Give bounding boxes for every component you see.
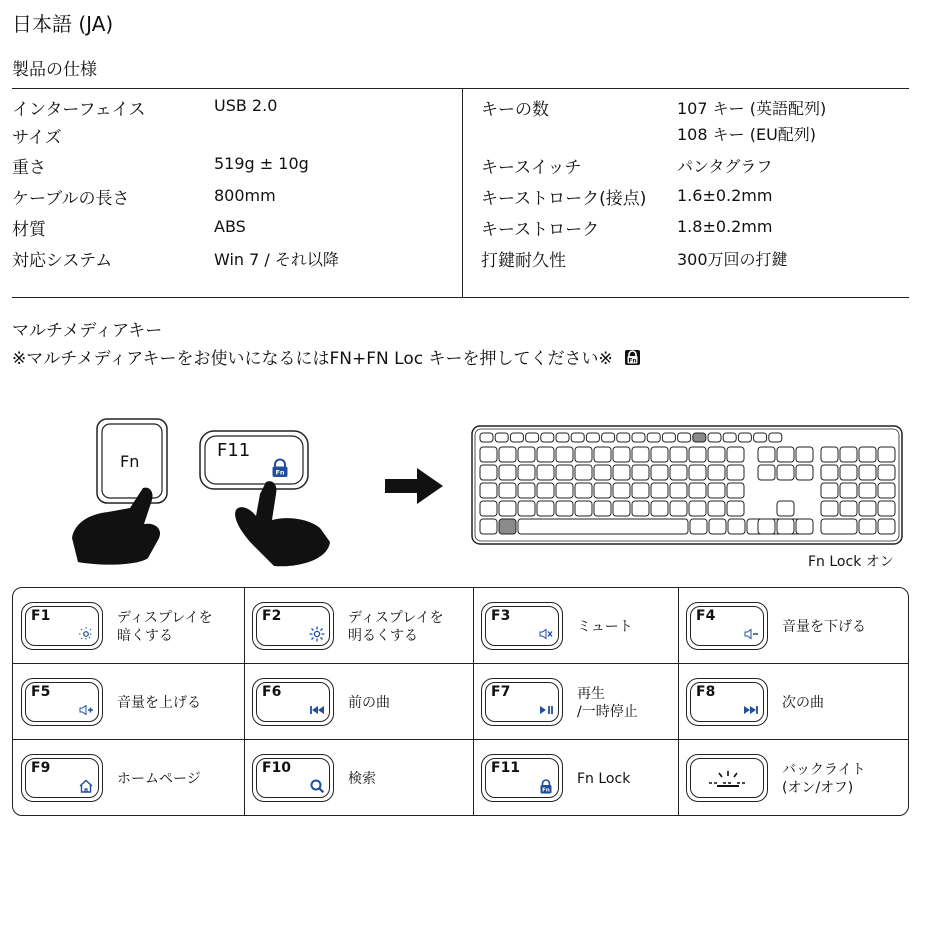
function-key-description-line: 再生 <box>577 686 605 702</box>
function-key-description <box>117 609 213 645</box>
fn-lock-icon <box>538 778 554 794</box>
keyboard-key <box>728 519 745 534</box>
spec-label: キーの数 <box>481 100 549 120</box>
keyboard-key <box>510 433 523 442</box>
keyboard-key <box>689 501 706 516</box>
keyboard-key <box>878 501 895 516</box>
arrow-right-icon <box>385 468 443 504</box>
spec-label: 打鍵耐久性 <box>481 251 566 271</box>
keyboard-key <box>480 433 493 442</box>
spec-value: 800mm <box>214 186 276 205</box>
function-key-cell <box>13 740 244 816</box>
keyboard-key <box>840 447 857 462</box>
function-key-description <box>577 685 638 721</box>
function-key-description-line: 音量を下げる <box>782 619 866 635</box>
keyboard-key <box>499 447 516 462</box>
function-key <box>21 602 103 650</box>
keyboard-key <box>651 465 668 480</box>
function-key-description-line: Fn Lock <box>577 771 631 787</box>
keyboard-key <box>541 433 554 442</box>
keyboard-key <box>499 483 516 498</box>
keyboard-key <box>777 465 794 480</box>
function-key-label: F7 <box>491 684 511 700</box>
keyboard-key <box>586 433 599 442</box>
function-key-label: F6 <box>262 684 282 700</box>
function-key-description-line: 次の曲 <box>782 695 824 711</box>
function-key <box>252 754 334 802</box>
spec-value: パンタグラフ <box>677 157 773 176</box>
keyboard-key <box>689 483 706 498</box>
function-key-description <box>117 694 201 712</box>
function-key-cell <box>13 588 244 664</box>
spec-label: サイズ <box>12 128 62 148</box>
keyboard-key <box>859 519 876 534</box>
function-key-cell <box>678 588 910 664</box>
keyboard-key <box>480 501 497 516</box>
keyboard-key <box>518 501 535 516</box>
function-key <box>481 678 563 726</box>
keyboard-key <box>723 433 736 442</box>
keyboard-key <box>708 465 725 480</box>
function-key-description <box>348 694 390 712</box>
function-key-label: F1 <box>31 608 51 624</box>
fn-key-label: Fn <box>120 452 140 471</box>
keyboard-key <box>859 465 876 480</box>
keyboard-key <box>708 447 725 462</box>
next-track-icon <box>743 702 759 718</box>
keyboard-key <box>689 465 706 480</box>
keyboard-key <box>518 465 535 480</box>
keyboard-key <box>821 447 838 462</box>
function-key-description <box>117 770 201 788</box>
keyboard-key <box>556 433 569 442</box>
function-key <box>686 678 768 726</box>
function-key-cell <box>473 664 678 740</box>
keyboard-key <box>537 501 554 516</box>
keyboard-key <box>575 447 592 462</box>
keyboard-key <box>613 447 630 462</box>
keyboard-key <box>878 465 895 480</box>
function-key-description-line: 検索 <box>348 771 376 787</box>
function-key-description <box>348 770 376 788</box>
function-key <box>21 678 103 726</box>
keyboard-key <box>689 447 706 462</box>
spec-value: Win 7 / それ以降 <box>214 250 339 269</box>
function-key-description-line: 暗くする <box>117 628 173 644</box>
keyboard-key <box>594 501 611 516</box>
keyboard-key <box>878 519 895 534</box>
keyboard-key <box>575 501 592 516</box>
keyboard-key <box>647 433 660 442</box>
keyboard-key <box>878 447 895 462</box>
keyboard-key <box>613 465 630 480</box>
function-key-description-line: ホームページ <box>117 771 201 787</box>
svg-text:Fn: Fn <box>275 468 285 477</box>
multimedia-note-text: ※マルチメディアキーをお使いになるにはFN+FN Loc キーを押してください※ <box>12 349 613 369</box>
keyboard-key <box>796 447 813 462</box>
function-key-label: F10 <box>262 760 292 776</box>
keyboard-key <box>526 433 539 442</box>
keyboard-key <box>821 483 838 498</box>
spec-label: 重さ <box>12 158 46 178</box>
keyboard-key <box>709 519 726 534</box>
keyboard-illustration <box>471 425 903 545</box>
keyboard-caption: Fn Lock オン <box>808 554 894 570</box>
spec-label: ケーブルの長さ <box>12 189 130 209</box>
keyboard-key <box>840 483 857 498</box>
keyboard-key <box>670 465 687 480</box>
keyboard-key <box>499 465 516 480</box>
keyboard-key <box>594 483 611 498</box>
keyboard-key <box>480 483 497 498</box>
keyboard-key <box>651 501 668 516</box>
brightness-up-icon <box>309 626 325 642</box>
home-icon <box>78 778 94 794</box>
function-key-description <box>782 761 866 797</box>
function-key <box>481 602 563 650</box>
function-key-description-line: バックライト <box>782 762 866 778</box>
spec-value: ABS <box>214 217 246 236</box>
spec-value: USB 2.0 <box>214 96 278 115</box>
function-key-description-line: ディスプレイを <box>348 610 444 626</box>
function-key <box>252 602 334 650</box>
keyboard-key <box>754 433 767 442</box>
keyboard-key <box>571 433 584 442</box>
keyboard-key-fn-highlight <box>499 519 516 534</box>
function-key-label: F5 <box>31 684 51 700</box>
function-key-description <box>782 618 866 636</box>
function-key-description-line: (オン/オフ) <box>782 780 854 796</box>
keyboard-key <box>518 519 688 534</box>
keyboard-key <box>738 433 751 442</box>
keyboard-key <box>769 433 782 442</box>
function-key <box>252 678 334 726</box>
function-key <box>686 602 768 650</box>
lock-badge-text: Fn <box>628 357 637 365</box>
keyboard-key <box>708 483 725 498</box>
spec-value: 300万回の打鍵 <box>677 250 788 269</box>
previous-track-icon <box>309 702 325 718</box>
keyboard-key <box>537 465 554 480</box>
keyboard-key <box>499 501 516 516</box>
keyboard-key <box>859 501 876 516</box>
multimedia-note <box>12 344 641 369</box>
keyboard-key <box>518 483 535 498</box>
volume-up-icon <box>78 702 94 718</box>
keyboard-key <box>480 447 497 462</box>
spec-value: 1.6±0.2mm <box>677 186 773 205</box>
keyboard-key <box>708 501 725 516</box>
keyboard-key <box>859 447 876 462</box>
function-key-description-line: 音量を上げる <box>117 695 201 711</box>
spec-value-secondary: 108 キー (EU配列) <box>677 125 817 144</box>
keyboard-key <box>632 483 649 498</box>
keyboard-key <box>594 465 611 480</box>
keyboard-key <box>632 433 645 442</box>
spec-value: 519g ± 10g <box>214 154 309 173</box>
spec-label: 対応システム <box>12 251 113 271</box>
spec-table <box>12 88 909 298</box>
function-key-cell <box>678 664 910 740</box>
keyboard-key <box>495 433 508 442</box>
spec-value: 107 キー (英語配列) <box>677 99 827 118</box>
keyboard-key <box>480 465 497 480</box>
function-key-description-line: ミュート <box>577 619 633 635</box>
function-key-cell <box>13 664 244 740</box>
function-key-label: F3 <box>491 608 511 624</box>
backlight-icon <box>701 769 755 789</box>
keyboard-key <box>821 465 838 480</box>
keyboard-key <box>758 447 775 462</box>
function-key-cell <box>244 740 473 816</box>
f11-key-label: F11 <box>217 440 251 461</box>
function-key-description <box>577 770 630 788</box>
keyboard-key <box>556 447 573 462</box>
keyboard-key <box>651 447 668 462</box>
keyboard-key <box>777 447 794 462</box>
function-key-label: F8 <box>696 684 716 700</box>
keyboard-key-f11-highlight <box>693 433 706 442</box>
function-key-description <box>782 694 824 712</box>
keyboard-key <box>670 483 687 498</box>
keyboard-key <box>537 447 554 462</box>
brightness-down-icon <box>78 626 94 642</box>
spec-divider <box>462 89 463 297</box>
keyboard-key <box>662 433 675 442</box>
keyboard-key <box>594 447 611 462</box>
keyboard-key <box>840 465 857 480</box>
function-key-cell <box>244 588 473 664</box>
function-key-description <box>577 618 633 636</box>
keyboard-key <box>613 501 630 516</box>
keyboard-key <box>670 447 687 462</box>
keyboard-key <box>727 447 744 462</box>
keyboard-key <box>708 433 721 442</box>
function-key <box>21 754 103 802</box>
spec-label: キーストローク(接点) <box>481 189 647 209</box>
keyboard-key <box>632 447 649 462</box>
keyboard-key <box>670 501 687 516</box>
multimedia-title: マルチメディアキー <box>12 321 163 341</box>
keyboard-key <box>821 501 838 516</box>
function-key-description-line: 前の曲 <box>348 695 390 711</box>
keyboard-key <box>821 519 857 534</box>
function-key-description-line: /一時停止 <box>577 704 638 720</box>
keyboard-key <box>727 465 744 480</box>
keyboard-key <box>796 519 813 534</box>
keyboard-key <box>556 501 573 516</box>
function-key-cell <box>473 588 678 664</box>
function-key-label: F11 <box>491 760 521 776</box>
volume-down-icon <box>743 626 759 642</box>
keyboard-key <box>758 519 775 534</box>
keyboard-key <box>575 465 592 480</box>
keyboard-key <box>617 433 630 442</box>
svg-text:Fn: Fn <box>542 787 550 794</box>
keyboard-key <box>575 483 592 498</box>
spec-label: インターフェイス <box>12 100 146 120</box>
keyboard-key <box>556 465 573 480</box>
keyboard-key <box>727 501 744 516</box>
keyboard-key <box>690 519 707 534</box>
keyboard-key <box>678 433 691 442</box>
keyboard-key <box>651 483 668 498</box>
function-key-label: F2 <box>262 608 282 624</box>
keyboard-key <box>613 483 630 498</box>
function-key-label: F9 <box>31 760 51 776</box>
mute-icon <box>538 626 554 642</box>
spec-section-title: 製品の仕様 <box>12 60 97 80</box>
fn-lock-icon <box>271 458 289 478</box>
function-key <box>481 754 563 802</box>
keyboard-key <box>777 519 794 534</box>
keyboard-key <box>632 501 649 516</box>
keyboard-key <box>796 465 813 480</box>
keyboard-key <box>556 483 573 498</box>
spec-label: キーストローク <box>481 220 600 240</box>
function-key-cell <box>473 740 678 816</box>
keyboard-key <box>777 501 794 516</box>
spec-label: 材質 <box>12 220 46 240</box>
keyboard-key <box>840 501 857 516</box>
function-key-grid <box>12 587 909 816</box>
keyboard-key <box>480 519 497 534</box>
function-key-cell <box>244 664 473 740</box>
function-key-description <box>348 609 444 645</box>
keyboard-key <box>632 465 649 480</box>
keyboard-key <box>727 483 744 498</box>
function-key-label: F4 <box>696 608 716 624</box>
keyboard-key <box>758 465 775 480</box>
pointing-hand-icon <box>68 478 168 568</box>
spec-value: 1.8±0.2mm <box>677 217 773 236</box>
function-key <box>686 754 768 802</box>
keyboard-key <box>859 483 876 498</box>
function-key-description-line: ディスプレイを <box>117 610 213 626</box>
function-key-cell <box>678 740 910 816</box>
spec-label: キースイッチ <box>481 158 582 178</box>
pointing-hand-icon <box>228 476 338 568</box>
search-icon <box>309 778 325 794</box>
play-pause-icon <box>538 702 554 718</box>
keyboard-key <box>602 433 615 442</box>
keyboard-key <box>878 483 895 498</box>
fn-lock-icon <box>624 349 641 366</box>
keyboard-key <box>537 483 554 498</box>
language-heading: 日本語 (JA) <box>12 12 114 36</box>
function-key-description-line: 明るくする <box>348 628 418 644</box>
keyboard-key <box>518 447 535 462</box>
